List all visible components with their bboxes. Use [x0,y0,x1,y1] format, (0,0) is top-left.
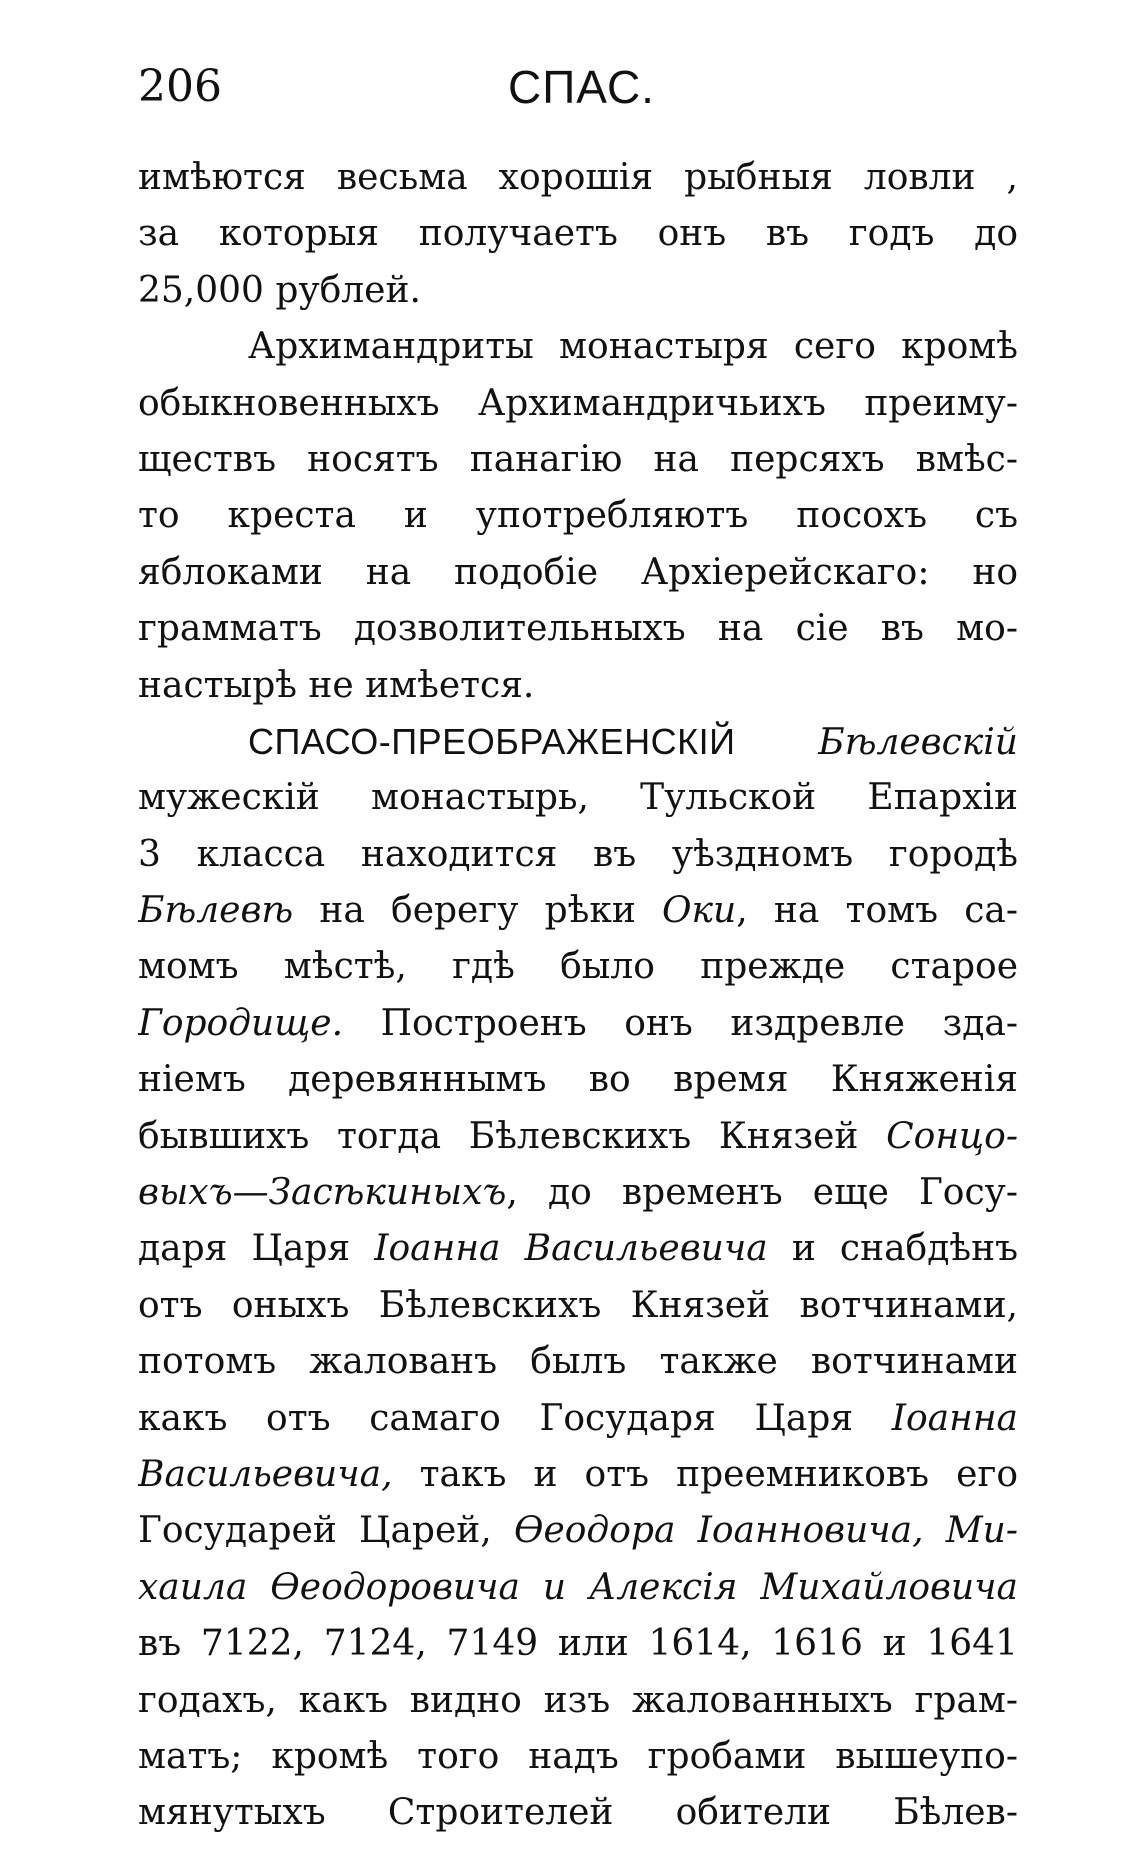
italic-text: Іоанна [891,1397,1018,1439]
text-segment: отъ оныхъ Бѣлевскихъ Князей вотчинами, [138,1284,1018,1326]
text-line [138,1052,1018,1108]
text-line [138,1165,1018,1221]
text-segment: матъ; кромѣ того надъ гробами вышеупо- [138,1735,1018,1777]
italic-text: Оки [662,890,737,932]
text-line [138,996,1018,1052]
text-segment: мянутыхъ Строителей обители Бѣлев- [138,1792,1018,1834]
text-segment: яблоками на подобіе Архіерейскаго: но [138,551,1018,593]
text-line [138,1729,1018,1785]
text-segment: годахъ, какъ видно изъ жалованныхъ грам- [138,1679,1018,1721]
text-segment: то креста и употребляютъ посохъ съ [138,495,1018,537]
text-line [138,1391,1018,1447]
italic-text: Сонцо- [886,1115,1018,1157]
text-line [138,883,1018,939]
text-line [138,1560,1018,1616]
text-line [138,770,1018,826]
text-segment: имѣются весьма хорошія рыбныя ловли , [138,157,1018,198]
italic-text: Городище. [138,1002,344,1044]
text-segment: на берегу рѣки [293,890,663,932]
text-line [138,939,1018,995]
text-line [138,827,1018,883]
text-line [138,376,1018,432]
text-segment: ніемъ деревяннымъ во время Княженія [138,1059,1018,1101]
text-line [138,1447,1018,1503]
text-segment: , до временъ еще Госу- [506,1172,1018,1214]
text-line [138,1334,1018,1390]
text-line [138,1785,1018,1841]
italic-text: выхъ—Засѣкиныхъ [138,1172,507,1214]
text-line [138,319,1018,375]
text-segment: за которыя получаетъ онъ въ годъ до [138,213,1018,255]
text-line [138,601,1018,657]
running-head: СПАС. [508,61,655,113]
text-segment: такъ и отъ преемниковъ его [392,1453,1018,1495]
text-line [138,1221,1018,1277]
text-line [138,488,1018,544]
text-line [138,1616,1018,1672]
italic-text: Іоанна Васильевича [374,1228,768,1270]
text-segment: мужескій монастырь, Тульской Епархіи [138,777,1018,819]
text-line [138,432,1018,488]
page-number: 206 [138,61,222,112]
text-segment: 25,000 рублей. [138,269,421,311]
text-segment: 3 класса находится въ уѣздномъ городѣ [138,833,1018,875]
text-segment: какъ отъ самаго Государя Царя [138,1397,892,1439]
italic-text: Бѣлевѣ [138,890,294,932]
text-segment: въ 7122, 7124, 7149 или 1614, 1616 и 1641 [138,1623,1018,1665]
text-segment: обыкновенныхъ Архимандричьихъ преиму- [138,382,1018,424]
heading-text: СПАСО-ПРЕОБРАЖЕНСКІЙ [248,720,819,762]
text-line [138,545,1018,601]
text-line [138,150,1018,206]
italic-text: хаила Ѳеодоровича и Алексія Михайловича [138,1566,1018,1608]
body-text [138,150,1018,1842]
text-segment: потомъ жалованъ былъ также вотчинами [138,1341,1018,1383]
text-segment: бывшихъ тогда Бѣлевскихъ Князей [138,1115,887,1157]
text-line [138,1673,1018,1729]
text-line [138,658,1018,714]
text-line [138,1278,1018,1334]
text-line [138,714,1018,770]
text-segment: момъ мѣстѣ, гдѣ было прежде старое [138,946,1018,988]
text-segment: Архимандриты монастыря сего кромѣ [248,326,1018,368]
text-segment: Построенъ онъ издревле зда- [343,1002,1018,1044]
text-segment: Государей Царей, [138,1510,514,1552]
italic-text: Ѳеодора Іоанновича, Ми- [513,1510,1018,1552]
text-line [138,1503,1018,1559]
text-segment: даря Царя [138,1228,375,1270]
text-line [138,206,1018,262]
text-segment: , на томъ са- [736,890,1018,932]
text-line [138,1109,1018,1165]
italic-text: Васильевича, [138,1453,393,1495]
text-segment: настырѣ не имѣется. [138,664,535,706]
text-segment: ществъ носятъ панагію на персяхъ вмѣс- [138,438,1018,480]
text-segment: и снабдѣнъ [767,1228,1018,1270]
page-header [138,52,1018,122]
text-line [138,263,1018,319]
text-segment: грамматъ дозволительныхъ на сіе въ мо- [138,608,1018,650]
italic-text: Бѣлевскій [818,721,1018,763]
